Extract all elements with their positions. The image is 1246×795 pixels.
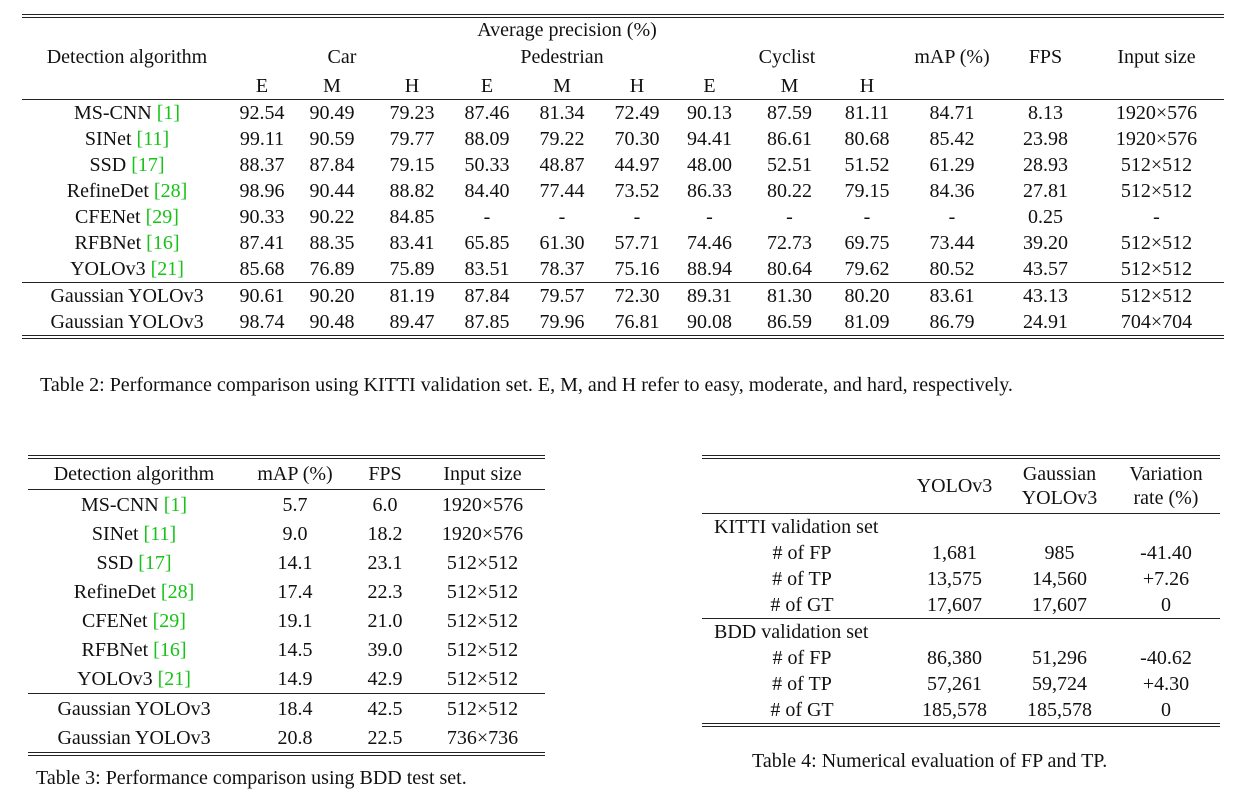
value-cell: 78.37 xyxy=(539,258,585,280)
value-cell: - xyxy=(633,206,641,228)
value-cell: 21.0 xyxy=(367,609,403,632)
car-header: Car xyxy=(327,45,357,68)
algorithm-label: MS-CNN xyxy=(73,102,152,124)
value-cell: - xyxy=(786,206,793,228)
table-3-body xyxy=(28,490,545,694)
value-cell: 512×512 xyxy=(446,609,519,632)
value-cell: - xyxy=(948,206,956,228)
value-cell: 14.9 xyxy=(277,667,313,690)
value-cell: 76.81 xyxy=(614,311,660,333)
value-cell: 72.49 xyxy=(614,102,660,124)
table-2 xyxy=(22,14,1224,339)
difficulty-label: H xyxy=(629,75,645,97)
algorithm-name xyxy=(22,100,232,127)
average-precision-header: Average precision (%) xyxy=(477,19,657,41)
algorithm-name xyxy=(22,309,232,337)
table-row xyxy=(22,100,1224,127)
value-cell: 86,380 xyxy=(927,647,982,669)
table-row xyxy=(702,697,1220,725)
citation-link[interactable]: [28] xyxy=(153,180,188,202)
bdd-section xyxy=(702,619,1220,726)
citation-link[interactable]: [11] xyxy=(143,522,177,545)
table-row xyxy=(22,230,1224,256)
algorithm-name xyxy=(28,606,240,635)
value-cell: 87.41 xyxy=(239,232,285,254)
value-cell: 84.40 xyxy=(464,180,510,202)
table-3-header-row xyxy=(28,457,545,490)
value-cell: 84.85 xyxy=(389,206,435,228)
table-row xyxy=(28,664,545,694)
value-cell: 512×512 xyxy=(446,580,519,603)
section-title-row xyxy=(702,619,1220,646)
row-label: # of TP xyxy=(772,568,832,590)
value-cell: 94.41 xyxy=(687,128,732,150)
value-cell: 79.96 xyxy=(539,311,585,333)
table-4-caption: Table 4: Numerical evaluation of FP and TP. xyxy=(752,750,1108,772)
value-cell: - xyxy=(863,206,871,228)
value-cell: 28.93 xyxy=(1023,154,1068,176)
value-cell: - xyxy=(558,206,566,228)
value-cell: 512×512 xyxy=(1120,180,1193,202)
value-cell: 90.49 xyxy=(309,102,355,124)
algorithm-name xyxy=(22,283,232,310)
citation-link[interactable]: [29] xyxy=(145,206,179,228)
difficulty-label: H xyxy=(404,75,420,97)
value-cell: 86.33 xyxy=(687,180,732,202)
value-cell: 5.7 xyxy=(282,493,308,516)
value-cell: -40.62 xyxy=(1140,647,1192,669)
value-cell: 6.0 xyxy=(372,493,398,516)
value-cell: 76.89 xyxy=(309,258,355,280)
value-cell: 51.52 xyxy=(844,154,890,176)
table-row xyxy=(22,256,1224,283)
algorithm-label: Gaussian YOLOv3 xyxy=(50,311,204,333)
value-cell: 20.8 xyxy=(277,726,313,749)
citation-link[interactable]: [29] xyxy=(152,609,186,632)
value-cell: 512×512 xyxy=(1120,232,1193,254)
value-cell: 73.52 xyxy=(614,180,660,202)
value-cell: 48.00 xyxy=(687,154,732,176)
value-cell: 23.98 xyxy=(1023,128,1068,150)
algorithm-label: YOLOv3 xyxy=(77,667,153,690)
gaussian-yolov3-header: Gaussian YOLOv3 xyxy=(1021,463,1098,509)
algorithm-name xyxy=(22,256,232,283)
value-cell: 18.2 xyxy=(367,522,403,545)
map-header: mAP (%) xyxy=(914,45,990,68)
value-cell: 48.87 xyxy=(539,154,585,176)
algorithm-name xyxy=(28,635,240,664)
table-row xyxy=(702,671,1220,697)
algorithm-label: RFBNet xyxy=(74,232,142,254)
value-cell: 19.1 xyxy=(277,609,313,632)
fps-header: FPS xyxy=(1028,45,1063,68)
value-cell: 79.77 xyxy=(389,128,435,150)
kitti-section xyxy=(702,514,1220,619)
value-cell: 512×512 xyxy=(1120,285,1193,307)
pedestrian-header: Pedestrian xyxy=(520,45,604,68)
value-cell: 99.11 xyxy=(239,128,285,150)
value-cell: 86.59 xyxy=(767,311,812,333)
table-row xyxy=(28,577,545,606)
value-cell: 74.46 xyxy=(687,232,732,254)
table-row xyxy=(28,490,545,520)
value-cell: 81.11 xyxy=(844,102,890,124)
table-row xyxy=(22,204,1224,230)
value-cell: 79.62 xyxy=(844,258,890,280)
value-cell: 89.47 xyxy=(389,311,435,333)
value-cell: 43.13 xyxy=(1023,285,1068,307)
value-cell: 75.16 xyxy=(614,258,660,280)
value-cell: 79.23 xyxy=(389,102,435,124)
citation-link[interactable]: [1] xyxy=(156,102,181,124)
value-cell: 736×736 xyxy=(446,726,519,749)
algorithm-name xyxy=(22,126,232,152)
value-cell: 79.57 xyxy=(539,285,585,307)
algorithm-label: YOLOv3 xyxy=(70,258,146,280)
value-cell: 80.52 xyxy=(929,258,975,280)
value-cell: 88.82 xyxy=(389,180,435,202)
row-label: # of GT xyxy=(770,594,834,616)
algorithm-label: RFBNet xyxy=(81,638,149,661)
table-row xyxy=(702,540,1220,566)
value-cell: 512×512 xyxy=(1120,154,1193,176)
value-cell: 0.25 xyxy=(1028,206,1063,228)
table-2-body xyxy=(22,100,1224,283)
value-cell: 0 xyxy=(1161,699,1171,721)
citation-link[interactable]: [21] xyxy=(157,667,191,690)
value-cell: 1,681 xyxy=(932,542,977,564)
citation-link[interactable]: [16] xyxy=(146,232,180,254)
table-3-ours xyxy=(28,694,545,755)
table-row xyxy=(28,548,545,577)
citation-link[interactable]: [21] xyxy=(150,258,184,280)
difficulty-label: M xyxy=(553,75,571,97)
algorithm-name xyxy=(28,548,240,577)
value-cell: 79.15 xyxy=(389,154,435,176)
difficulty-label: E xyxy=(703,75,716,97)
value-cell: 22.5 xyxy=(367,726,403,749)
value-cell: 43.57 xyxy=(1023,258,1068,280)
value-cell: 90.33 xyxy=(239,206,285,228)
column-header: FPS xyxy=(368,463,402,485)
value-cell: 72.30 xyxy=(614,285,660,307)
citation-link[interactable]: [1] xyxy=(163,493,188,516)
value-cell: 90.44 xyxy=(309,180,355,202)
value-cell: 512×512 xyxy=(446,638,519,661)
value-cell: 13,575 xyxy=(927,568,982,590)
value-cell: 88.94 xyxy=(687,258,732,280)
difficulty-label: M xyxy=(323,75,341,97)
algorithm-label: CFENet xyxy=(75,206,141,228)
value-cell: 90.48 xyxy=(309,311,355,333)
value-cell: 44.97 xyxy=(614,154,660,176)
value-cell: 87.85 xyxy=(464,311,510,333)
table-row xyxy=(28,519,545,548)
value-cell: -41.40 xyxy=(1140,542,1192,564)
row-label: # of TP xyxy=(772,673,832,695)
table-row xyxy=(22,309,1224,337)
value-cell: 87.84 xyxy=(464,285,510,307)
value-cell: - xyxy=(706,206,713,228)
column-header: Input size xyxy=(443,463,522,485)
value-cell: 87.59 xyxy=(767,102,812,124)
value-cell: 90.61 xyxy=(239,285,285,307)
value-cell: 81.19 xyxy=(389,285,435,307)
algorithm-name xyxy=(28,723,240,754)
value-cell: +7.26 xyxy=(1142,568,1190,590)
value-cell: 39.0 xyxy=(367,638,403,661)
column-header: mAP (%) xyxy=(257,463,333,485)
value-cell: 92.54 xyxy=(239,102,285,124)
section-title: BDD validation set xyxy=(714,621,869,643)
value-cell: 50.33 xyxy=(464,154,510,176)
citation-link[interactable]: [17] xyxy=(131,154,165,176)
algorithm-name xyxy=(28,519,240,548)
value-cell: 87.46 xyxy=(464,102,510,124)
algorithm-name xyxy=(22,204,232,230)
value-cell: 59,724 xyxy=(1032,673,1087,695)
algorithm-name xyxy=(28,694,240,724)
value-cell: 81.34 xyxy=(539,102,585,124)
value-cell: 17.4 xyxy=(277,580,313,603)
value-cell: 88.09 xyxy=(464,128,510,150)
section-title: KITTI validation set xyxy=(714,516,879,538)
value-cell: 61.30 xyxy=(539,232,585,254)
value-cell: 512×512 xyxy=(446,667,519,690)
algorithm-name xyxy=(28,664,240,694)
table-row xyxy=(702,645,1220,671)
value-cell: 80.22 xyxy=(767,180,812,202)
table-3-caption: Table 3: Performance comparison using BDD test set. xyxy=(36,767,467,789)
detection-algorithm-header: Detection algorithm xyxy=(46,45,208,68)
value-cell: 73.44 xyxy=(929,232,975,254)
value-cell: 8.13 xyxy=(1028,102,1063,124)
value-cell: 985 xyxy=(1044,542,1075,564)
value-cell: 72.73 xyxy=(767,232,812,254)
difficulty-label: H xyxy=(859,75,875,97)
algorithm-label: RefineDet xyxy=(66,180,149,202)
algorithm-label: SSD xyxy=(96,551,134,574)
value-cell: 14,560 xyxy=(1032,568,1087,590)
row-label: # of FP xyxy=(772,542,832,564)
value-cell: 23.1 xyxy=(367,551,403,574)
value-cell: 85.42 xyxy=(929,128,975,150)
value-cell: - xyxy=(1153,206,1160,228)
value-cell: 512×512 xyxy=(446,551,519,574)
value-cell: 77.44 xyxy=(539,180,585,202)
value-cell: 14.1 xyxy=(277,551,313,574)
value-cell: 79.22 xyxy=(539,128,585,150)
value-cell: 84.71 xyxy=(929,102,975,124)
table-2-ours xyxy=(22,283,1224,338)
value-cell: 81.30 xyxy=(767,285,812,307)
value-cell: 87.84 xyxy=(309,154,355,176)
value-cell: 83.51 xyxy=(464,258,510,280)
value-cell: 84.36 xyxy=(929,180,975,202)
citation-link[interactable]: [17] xyxy=(138,551,172,574)
value-cell: 42.9 xyxy=(367,667,403,690)
table-row xyxy=(22,178,1224,204)
table-2-caption: Table 2: Performance comparison using KITTI validation set. E, M, and H refer to easy, moderate, and hard, respectively. xyxy=(40,374,1013,396)
yolov3-header: YOLOv3 xyxy=(916,475,993,497)
citation-link[interactable]: [11] xyxy=(136,128,170,150)
value-cell: 17,607 xyxy=(1032,594,1087,616)
value-cell: 83.61 xyxy=(929,285,975,307)
value-cell: 512×512 xyxy=(446,697,519,720)
value-cell: 9.0 xyxy=(282,522,308,545)
value-cell: 704×704 xyxy=(1120,311,1193,333)
algorithm-label: SINet xyxy=(84,128,132,150)
table-3 xyxy=(28,455,545,756)
row-label: # of FP xyxy=(772,647,832,669)
difficulty-label: E xyxy=(255,75,269,97)
value-cell: 75.89 xyxy=(389,258,435,280)
algorithm-label: RefineDet xyxy=(73,580,156,603)
row-label: # of GT xyxy=(770,699,834,721)
value-cell: 185,578 xyxy=(922,699,987,721)
value-cell: 17,607 xyxy=(927,594,982,616)
value-cell: 51,296 xyxy=(1032,647,1087,669)
value-cell: 14.5 xyxy=(277,638,313,661)
value-cell: 70.30 xyxy=(614,128,660,150)
table-row xyxy=(702,592,1220,619)
value-cell: 27.81 xyxy=(1023,180,1068,202)
value-cell: 80.68 xyxy=(844,128,890,150)
value-cell: 39.20 xyxy=(1023,232,1068,254)
value-cell: 185,578 xyxy=(1027,699,1092,721)
table-row xyxy=(28,635,545,664)
value-cell: 69.75 xyxy=(844,232,890,254)
value-cell: 1920×576 xyxy=(441,522,524,545)
value-cell: 80.20 xyxy=(844,285,890,307)
algorithm-name xyxy=(22,230,232,256)
table-row xyxy=(28,723,545,754)
value-cell: 83.41 xyxy=(389,232,435,254)
value-cell: 90.08 xyxy=(687,311,732,333)
value-cell: 90.13 xyxy=(687,102,732,124)
value-cell: 85.68 xyxy=(239,258,285,280)
value-cell: 0 xyxy=(1161,594,1171,616)
algorithm-name xyxy=(22,178,232,204)
value-cell: 88.37 xyxy=(239,154,285,176)
algorithm-label: Gaussian YOLOv3 xyxy=(50,285,204,307)
value-cell: 57.71 xyxy=(614,232,660,254)
value-cell: 18.4 xyxy=(277,697,313,720)
value-cell: 57,261 xyxy=(927,673,982,695)
algorithm-label: CFENet xyxy=(82,609,148,632)
table-row xyxy=(702,566,1220,592)
algorithm-label: SSD xyxy=(89,154,127,176)
algorithm-name xyxy=(28,490,240,520)
value-cell: 86.79 xyxy=(929,311,975,333)
section-title-row xyxy=(702,514,1220,541)
value-cell: 79.15 xyxy=(844,180,890,202)
value-cell: +4.30 xyxy=(1142,673,1190,695)
value-cell: 1920×576 xyxy=(1115,128,1198,150)
value-cell: 98.96 xyxy=(239,180,285,202)
value-cell: - xyxy=(483,206,491,228)
value-cell: 1920×576 xyxy=(1115,102,1198,124)
value-cell: 86.61 xyxy=(767,128,812,150)
algorithm-label: Gaussian YOLOv3 xyxy=(57,726,211,749)
algorithm-name xyxy=(28,577,240,606)
value-cell: 52.51 xyxy=(767,154,812,176)
value-cell: 512×512 xyxy=(1120,258,1193,280)
algorithm-label: Gaussian YOLOv3 xyxy=(57,697,211,720)
variation-rate-header: Variation rate (%) xyxy=(1129,463,1203,509)
difficulty-subheader-row xyxy=(22,73,1224,100)
table-row xyxy=(22,152,1224,178)
table-row xyxy=(22,126,1224,152)
table-4-header-row xyxy=(702,457,1220,514)
value-cell: 42.5 xyxy=(367,697,403,720)
table-row xyxy=(28,694,545,724)
input-size-header: Input size xyxy=(1117,45,1196,68)
cyclist-header: Cyclist xyxy=(758,45,816,68)
algorithm-name xyxy=(22,152,232,178)
value-cell: 90.59 xyxy=(309,128,355,150)
value-cell: 22.3 xyxy=(367,580,403,603)
value-cell: 98.74 xyxy=(239,311,285,333)
value-cell: 1920×576 xyxy=(441,493,524,516)
value-cell: 80.64 xyxy=(767,258,812,280)
value-cell: 81.09 xyxy=(844,311,890,333)
column-header: Detection algorithm xyxy=(53,463,215,485)
value-cell: 61.29 xyxy=(929,154,975,176)
table-row xyxy=(22,283,1224,310)
difficulty-label: E xyxy=(480,75,494,97)
value-cell: 65.85 xyxy=(464,232,510,254)
table-4 xyxy=(702,455,1220,727)
citation-link[interactable]: [16] xyxy=(153,638,187,661)
table-row xyxy=(28,606,545,635)
value-cell: 88.35 xyxy=(309,232,355,254)
algorithm-label: MS-CNN xyxy=(80,493,159,516)
value-cell: 90.20 xyxy=(309,285,355,307)
value-cell: 24.91 xyxy=(1023,311,1068,333)
difficulty-label: M xyxy=(780,75,799,97)
value-cell: 89.31 xyxy=(687,285,732,307)
algorithm-label: SINet xyxy=(91,522,139,545)
citation-link[interactable]: [28] xyxy=(160,580,195,603)
value-cell: 90.22 xyxy=(309,206,355,228)
